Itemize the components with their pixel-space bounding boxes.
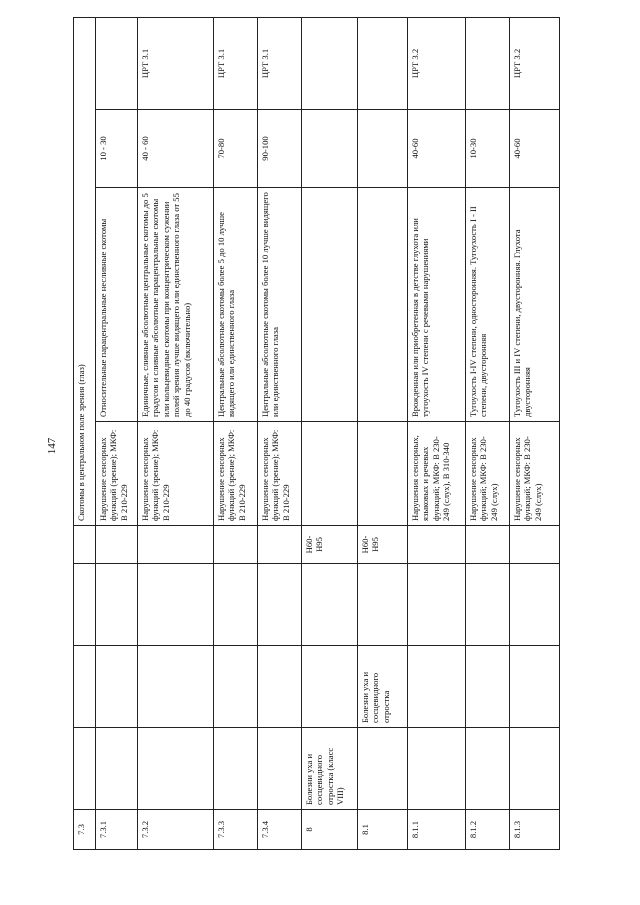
- icd-code-cell: H60-H95: [358, 526, 408, 564]
- icd-code-cell: [96, 526, 138, 564]
- description-cell: Относительные парацентральные несливные скотомы: [96, 188, 138, 422]
- table-row: [214, 17, 258, 849]
- function-cell: [302, 422, 358, 526]
- disease-group-cell: [96, 646, 138, 728]
- row-number-cell: 7.3.3: [214, 810, 258, 850]
- row-number-cell: 8.1.1: [408, 810, 466, 850]
- disease-group-cell: [302, 646, 358, 728]
- description-cell: Врожденная или приобретенная в детстве глухота или тугоухость IV степени с речевыми нарушениями: [408, 188, 466, 422]
- criterion-cell: ЦРТ 3.1: [258, 17, 302, 109]
- description-cell: Центральные абсолютные скотомы более 10 лучше видящего или единственного глаза: [258, 188, 302, 422]
- percent-cell: 40-60: [408, 110, 466, 188]
- percent-cell: 10 - 30: [96, 110, 138, 188]
- row-number-cell: 8.1.3: [510, 810, 560, 850]
- disease-group-cell: [214, 646, 258, 728]
- page-number: 147: [46, 437, 58, 455]
- rotated-table-sheet: [73, 18, 543, 850]
- criterion-cell: ЦРТ 3.1: [214, 17, 258, 109]
- disease-class-cell: [138, 728, 214, 810]
- table-row: [302, 17, 358, 849]
- disease-subgroup-cell: [74, 564, 96, 646]
- row-number-cell: 7.3.2: [138, 810, 214, 850]
- disease-subgroup-cell: [358, 564, 408, 646]
- function-cell: Нарушение сенсорных функций; МКФ: B 230-249 (слух): [510, 422, 560, 526]
- function-cell: Нарушение сенсорных функций (зрение); МКФ: B 210-229: [96, 422, 138, 526]
- table-row: [466, 17, 510, 849]
- disease-subgroup-cell: [408, 564, 466, 646]
- disease-class-cell: [358, 728, 408, 810]
- description-cell: Тугоухость III и IV степени, двусторонняя. Глухота двусторонняя: [510, 188, 560, 422]
- criterion-cell: [466, 17, 510, 109]
- table-row: [74, 17, 96, 849]
- disability-criteria-table: [73, 17, 560, 850]
- disease-group-cell: [510, 646, 560, 728]
- description-cell: Центральные абсолютные скотомы более 5 до 10 лучше видящего или единственного глаза: [214, 188, 258, 422]
- function-cell: Нарушение сенсорных функций (зрение); МКФ: B 210-229: [138, 422, 214, 526]
- disease-group-cell: Болезни уха и сосцевидного отростка: [358, 646, 408, 728]
- disease-subgroup-cell: [258, 564, 302, 646]
- row-number-cell: 8.1.2: [466, 810, 510, 850]
- criterion-cell: [96, 17, 138, 109]
- table-row: [258, 17, 302, 849]
- disease-class-cell: [408, 728, 466, 810]
- row-number-cell: 8: [302, 810, 358, 850]
- disease-class-cell: [74, 728, 96, 810]
- criterion-cell: [358, 17, 408, 109]
- disease-group-cell: [408, 646, 466, 728]
- percent-cell: 90-100: [258, 110, 302, 188]
- disease-class-cell: Болезни уха и сосцевидного отростка (класс VIII): [302, 728, 358, 810]
- row-number-cell: 7.3: [74, 810, 96, 850]
- disease-group-cell: [466, 646, 510, 728]
- icd-code-cell: [258, 526, 302, 564]
- disease-subgroup-cell: [138, 564, 214, 646]
- disease-subgroup-cell: [302, 564, 358, 646]
- function-cell: Нарушение сенсорных функций (зрение); МКФ: B 210-229: [258, 422, 302, 526]
- percent-cell: 10-30: [466, 110, 510, 188]
- table-row: [408, 17, 466, 849]
- disease-class-cell: [510, 728, 560, 810]
- percent-cell: 40 - 60: [138, 110, 214, 188]
- disease-group-cell: [74, 646, 96, 728]
- criterion-cell: ЦРТ 3.2: [510, 17, 560, 109]
- disease-group-cell: [138, 646, 214, 728]
- table-row: [510, 17, 560, 849]
- criterion-cell: ЦРТ 3.2: [408, 17, 466, 109]
- percent-cell: 40-60: [510, 110, 560, 188]
- percent-cell: [302, 110, 358, 188]
- disease-subgroup-cell: [466, 564, 510, 646]
- percent-cell: [358, 110, 408, 188]
- criterion-cell: [302, 17, 358, 109]
- icd-code-cell: [74, 526, 96, 564]
- icd-code-cell: [214, 526, 258, 564]
- description-cell: [302, 188, 358, 422]
- function-cell: [358, 422, 408, 526]
- function-cell: Нарушения сенсорных, языковых и речевых функций; МКФ: B 230-249 (слух), B 310-340: [408, 422, 466, 526]
- description-cell: Единичные, сливные абсолютные центральные скотомы до 5 градусов и сливные абсолютные парацентральные скотомы или кольцевидные скотомы при концентрическом сужении полей зрения лучше видящего или единственного глаза от 55 до 40 градусов (включительно): [138, 188, 214, 422]
- icd-code-cell: H60-H95: [302, 526, 358, 564]
- table-row: [138, 17, 214, 849]
- icd-code-cell: [408, 526, 466, 564]
- section-title-cell: Скотомы в центральном поле зрения (глаз): [74, 17, 96, 525]
- disease-class-cell: [258, 728, 302, 810]
- function-cell: Нарушение сенсорных функций; МКФ: B 230-249 (слух): [466, 422, 510, 526]
- disease-class-cell: [466, 728, 510, 810]
- percent-cell: 70-80: [214, 110, 258, 188]
- row-number-cell: 7.3.4: [258, 810, 302, 850]
- disease-subgroup-cell: [510, 564, 560, 646]
- disease-class-cell: [214, 728, 258, 810]
- icd-code-cell: [466, 526, 510, 564]
- row-number-cell: 8.1: [358, 810, 408, 850]
- disease-subgroup-cell: [96, 564, 138, 646]
- table-row: [96, 17, 138, 849]
- disease-subgroup-cell: [214, 564, 258, 646]
- disease-group-cell: [258, 646, 302, 728]
- description-cell: [358, 188, 408, 422]
- row-number-cell: 7.3.1: [96, 810, 138, 850]
- description-cell: Тугоухость I-IV степени, односторонняя. Тугоухость I - II степени, двусторонняя: [466, 188, 510, 422]
- table-row: [358, 17, 408, 849]
- disease-class-cell: [96, 728, 138, 810]
- function-cell: Нарушение сенсорных функций (зрение); МКФ: B 210-229: [214, 422, 258, 526]
- icd-code-cell: [510, 526, 560, 564]
- icd-code-cell: [138, 526, 214, 564]
- criterion-cell: ЦРТ 3.1: [138, 17, 214, 109]
